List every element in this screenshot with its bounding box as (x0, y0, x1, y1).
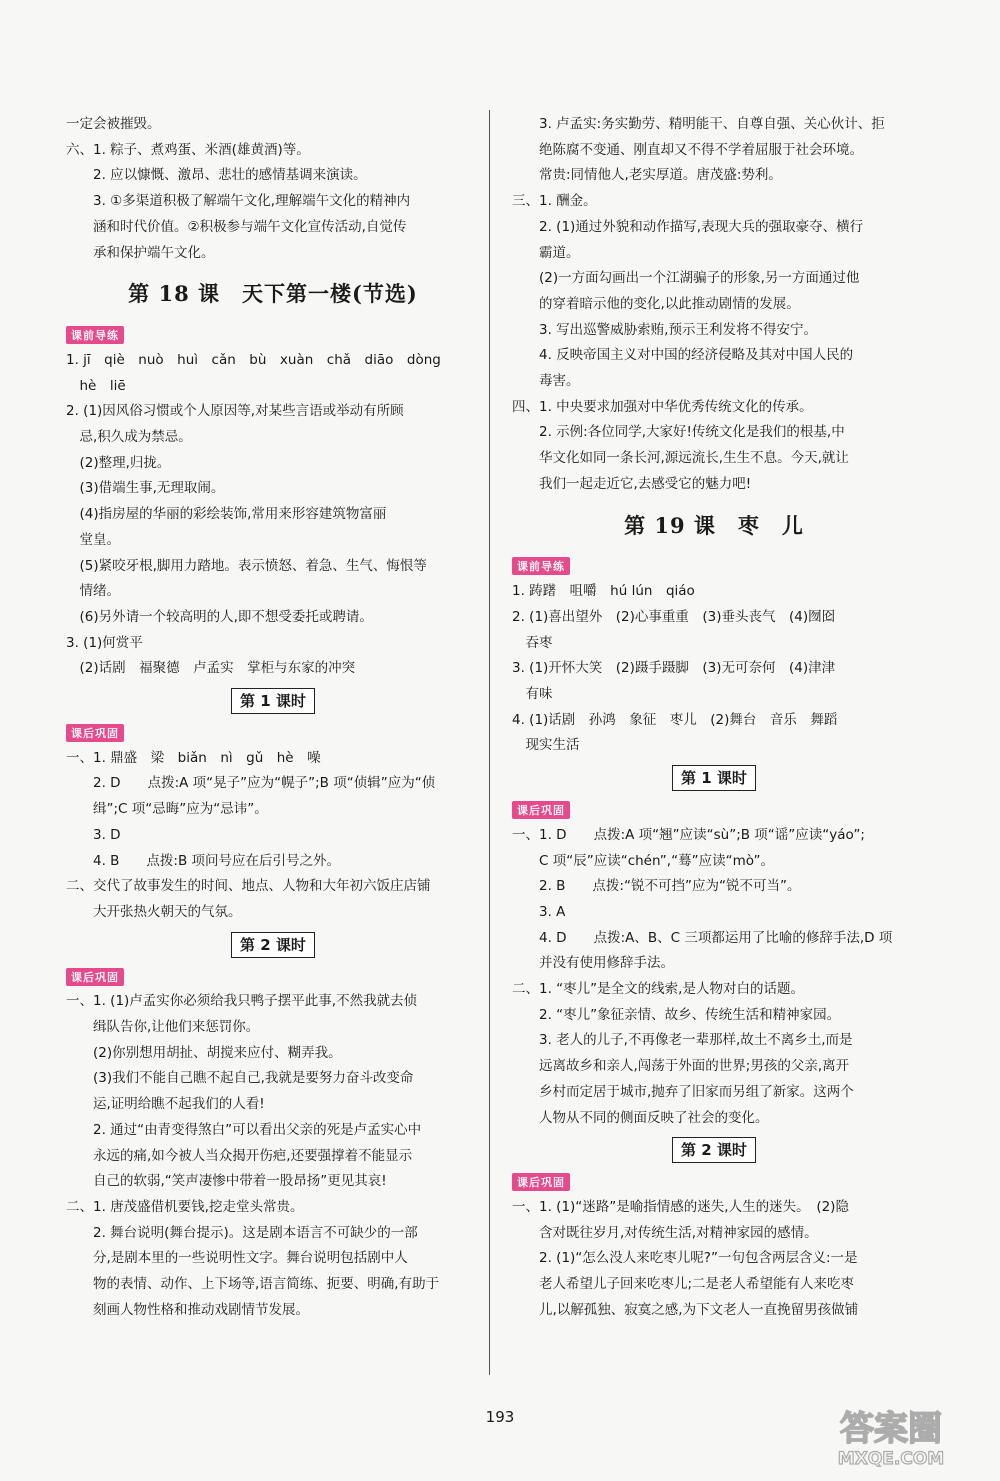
answer-line: 二、交代了故事发生的时间、地点、人物和大年初六饭庄店铺 (66, 878, 431, 895)
section-tag: 课前导练 (512, 557, 570, 575)
section-tag-row (66, 964, 480, 990)
answer-line: 2. 应以慷慨、激昂、悲壮的感情基调来演读。 (66, 167, 367, 184)
answer-line: 有味 (512, 686, 553, 703)
section-tag-row (66, 720, 480, 746)
section-tag: 课后巩固 (512, 801, 570, 819)
answer-line: 自己的软弱,“笑声凄惨中带着一股昂扬”更见其哀! (66, 1173, 387, 1190)
period-heading-row (66, 682, 480, 720)
answer-line: 霸道。 (512, 244, 580, 261)
left-column (66, 112, 480, 1323)
answer-line: 4. 反映帝国主义对中国的经济侵略及其对中国人民的 (512, 347, 854, 364)
watermark-logo (796, 1400, 986, 1470)
answer-line: 吞枣 (512, 634, 553, 651)
answer-line: 3. D (66, 826, 121, 843)
answer-line: 3. (1)开怀大笑 (2)蹑手蹑脚 (3)无可奈何 (4)津津 (512, 660, 836, 677)
answer-line: 2. (1)“怎么没人来吃枣儿呢?”一句包含两层含义:一是 (512, 1250, 858, 1267)
answer-line: 含对既往岁月,对传统生活,对精神家园的感情。 (512, 1224, 818, 1241)
column-divider (489, 110, 490, 1375)
answer-line: 承和保护端午文化。 (66, 244, 215, 261)
answer-line: hè liē (66, 377, 126, 394)
answer-line: 刻画人物性格和推动戏剧情节发展。 (66, 1301, 309, 1318)
answer-line: 六、1. 粽子、煮鸡蛋、米酒(雄黄酒)等。 (66, 141, 310, 158)
answer-line: 永远的痛,如今被人当众揭开伤疤,还要强撑着不能显示 (66, 1147, 413, 1164)
lesson-title: 第 18 课 天下第一楼(节选) (128, 281, 418, 307)
answer-line: 的穿着暗示他的变化,以此推动剧情的发展。 (512, 295, 800, 312)
period-heading: 第 1 课时 (231, 688, 315, 714)
answer-line: 4. (1)话剧 孙鸿 象征 枣儿 (2)舞台 音乐 舞蹈 (512, 711, 838, 728)
answer-line: 大开张热火朝天的气氛。 (66, 903, 242, 920)
answer-line: 毒害。 (512, 373, 580, 390)
answer-line: 现实生活 (512, 737, 580, 754)
answer-line: 一定会被摧毁。 (66, 116, 161, 132)
right-column (512, 112, 916, 1323)
answer-line: 一、1. 鼎盛 梁 biǎn nì gǔ hè 噪 (66, 749, 321, 766)
answer-line: 二、1. “枣儿”是全文的线索,是人物对白的话题。 (512, 981, 804, 998)
answer-line: 三、1. 酬金。 (512, 193, 597, 210)
answer-line: 绝陈腐不变通、刚直却又不得不学着屈服于社会环境。 (512, 141, 863, 158)
answer-line: (4)指房屋的华丽的彩绘装饰,常用来形容建筑物富丽 (66, 506, 387, 523)
answer-line: 缉队告你,让他们来惩罚你。 (66, 1019, 260, 1036)
answer-line: 涵和时代价值。②积极参与端午文化宣传活动,自觉传 (66, 218, 407, 235)
page-number: 193 (485, 1408, 515, 1426)
watermark-bottom-text: MXQE.COM (837, 1449, 945, 1469)
answer-line: 2. 舞台说明(舞台提示)。这是剧本语言不可缺少的一部 (66, 1224, 418, 1241)
answer-line: 3. (1)何赏平 (66, 634, 143, 651)
period-heading-row (66, 926, 480, 964)
answer-line: 儿,以解孤独、寂寞之感,为下文老人一直挽留男孩做铺 (512, 1301, 859, 1318)
section-tag: 课前导练 (66, 326, 124, 344)
answer-line: 2. (1)通过外貌和动作描写,表现大兵的强取豪夺、横行 (512, 218, 864, 235)
period-heading: 第 2 课时 (231, 932, 315, 958)
answer-line: 四、1. 中央要求加强对中华优秀传统文化的传承。 (512, 398, 813, 415)
answer-line: 2. “枣儿”象征亲情、故乡、传统生活和精神家园。 (512, 1006, 841, 1023)
answer-line: 2. B 点拨:“锐不可挡”应为“锐不可当”。 (512, 878, 801, 895)
answer-line: (3)我们不能自己瞧不起自己,我就是要努力奋斗改变命 (66, 1070, 414, 1087)
answer-line: (2)一方面勾画出一个江湖骗子的形象,另一方面通过他 (512, 270, 860, 287)
answer-line: (2)话剧 福聚德 卢孟实 掌柜与东家的冲突 (66, 660, 356, 677)
answer-line: 3. 写出巡警威胁索贿,预示王利发将不得安宁。 (512, 321, 817, 338)
answer-line: 2. D 点拨:A 项“晃子”应为“幌子”;B 项“侦辑”应为“侦 (66, 775, 436, 792)
answer-line: 1. 踌躇 咀嚼 hú lún qiáo (512, 583, 695, 600)
section-tag-row (512, 554, 916, 580)
answer-line: 华文化如同一条长河,源远流长,生生不息。今天,就让 (512, 450, 849, 467)
answer-line: 老人希望儿子回来吃枣儿;二是老人希望能有人来吃枣 (512, 1276, 855, 1293)
answer-line: 运,证明给瞧不起我们的人看! (66, 1096, 265, 1113)
answer-line: 3. 卢孟实:务实勤劳、精明能干、自尊自强、关心伙计、拒 (512, 116, 885, 132)
answer-line: 一、1. (1)卢孟实你必须给我只鸭子摆平此事,不然我就去侦 (66, 993, 418, 1010)
section-tag-row (512, 797, 916, 823)
period-heading-row (512, 759, 916, 797)
answer-line: 二、1. 唐茂盛借机要钱,挖走堂头常贵。 (66, 1198, 304, 1215)
answer-line: 我们一起走近它,去感受它的魅力吧! (512, 475, 752, 492)
answer-line: 并没有使用修辞手法。 (512, 955, 674, 972)
answer-line: 一、1. (1)“迷路”是喻指情感的迷失,人生的迷失。 (2)隐 (512, 1198, 849, 1215)
answer-line: 忌,积久成为禁忌。 (66, 429, 192, 446)
answer-line: 4. D 点拨:A、B、C 三项都运用了比喻的修辞手法,D 项 (512, 929, 893, 946)
answer-line: 物的表情、动作、上下场等,语言简练、扼要、明确,有助于 (66, 1276, 440, 1293)
answer-line: 常贵:同情他人,老实厚道。唐茂盛:势利。 (512, 167, 782, 184)
answer-line: 一、1. D 点拨:A 项“翘”应读“sù”;B 项“谣”应读“yáo”; (512, 826, 865, 843)
watermark-top-text: 答案圈 (840, 1409, 942, 1449)
answer-line: (2)你别想用胡扯、胡搅来应付、糊弄我。 (66, 1044, 342, 1061)
answer-line: 2. 通过“由青变得煞白”可以看出父亲的死是卢孟实心中 (66, 1121, 422, 1138)
answer-line: 2. (1)喜出望外 (2)心事重重 (3)垂头丧气 (4)囫囵 (512, 608, 836, 625)
answer-line: 2. (1)因风俗习惯或个人原因等,对某些言语或举动有所顾 (66, 403, 404, 420)
answer-line: 3. ①多渠道积极了解端午文化,理解端午文化的精神内 (66, 193, 411, 210)
period-heading: 第 2 课时 (672, 1137, 756, 1163)
answer-line: 1. jī qiè nuò huì cǎn bù xuàn chǎ diāo dòng (66, 351, 441, 368)
section-tag: 课后巩固 (66, 968, 124, 986)
answer-line: 远离故乡和亲人,闯荡于外面的世界;男孩的父亲,离开 (512, 1058, 850, 1075)
section-tag-row (512, 1169, 916, 1195)
period-heading-row (512, 1131, 916, 1169)
answer-line: (3)借端生事,无理取闹。 (66, 480, 225, 497)
answer-line: 4. B 点拨:B 项问号应在后引号之外。 (66, 852, 341, 869)
section-tag: 课后巩固 (512, 1173, 570, 1191)
lesson-title: 第 19 课 枣 儿 (624, 512, 804, 538)
answer-line: 缉”;C 项“忌晦”应为“忌讳”。 (66, 801, 268, 818)
section-tag: 课后巩固 (66, 724, 124, 742)
answer-line: 3. 老人的儿子,不再像老一辈那样,故土不离乡土,而是 (512, 1032, 853, 1049)
answer-line: 3. A (512, 903, 566, 920)
answer-line: (5)紧咬牙根,脚用力踏地。表示愤怒、着急、生气、悔恨等 (66, 557, 427, 574)
answer-line: 2. 示例:各位同学,大家好!传统文化是我们的根基,中 (512, 424, 845, 441)
answer-line: 乡村而定居于城市,抛弃了旧家而另组了新家。这两个 (512, 1083, 854, 1100)
answer-line: 分,是剧本里的一些说明性文字。舞台说明包括剧中人 (66, 1250, 408, 1267)
answer-line: 堂皇。 (66, 531, 120, 548)
answer-line: (2)整理,归拢。 (66, 454, 171, 471)
answer-line: C 项“辰”应读“chén”,“蓦”应读“mò”。 (512, 852, 774, 869)
period-heading: 第 1 课时 (672, 765, 756, 791)
answer-line: 情绪。 (66, 583, 120, 600)
section-tag-row (66, 322, 480, 348)
answer-line: (6)另外请一个较高明的人,即不想受委托或聘请。 (66, 608, 373, 625)
answer-line: 人物从不同的侧面反映了社会的变化。 (512, 1109, 769, 1126)
